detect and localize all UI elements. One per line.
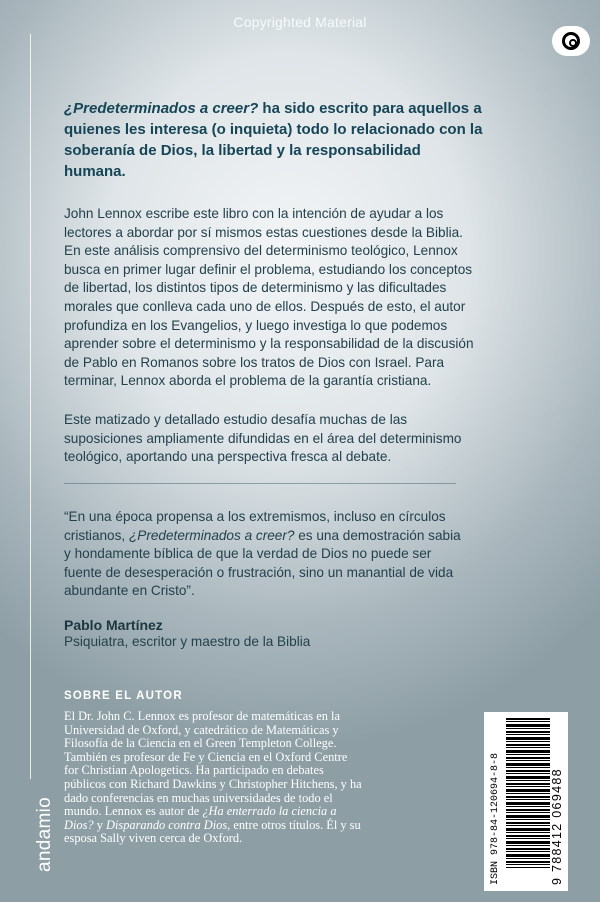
- brand-name: andamio: [34, 797, 55, 872]
- quote-author: Pablo Martínez: [64, 617, 163, 633]
- barcode-digits: 9 788412 069488: [550, 768, 564, 885]
- about-author-text: [64, 710, 364, 846]
- lead-book-title: ¿Predeterminados a creer?: [64, 100, 259, 117]
- vertical-rule: [30, 34, 31, 779]
- description-paragraph-2: Este matizado y detallado estudio desafía muchas de las suposiciones ampliamente difundidas en el área del determinismo teológico, aportando una perspectiva fresca al debate.: [64, 412, 462, 465]
- quote-text-1: “En una época propensa a los extremismos, incluso en círculos cristianos,: [64, 509, 446, 543]
- section-divider: [64, 483, 456, 484]
- description-paragraph-1: John Lennox escribe este libro con la intención de ayudar a los lectores a abordar por sí mismos estas cuestiones desde la Biblia. En este análisis comprensivo del determinismo teológico, Lennox busca en primer lugar definir el problema, estudiando los conceptos de libertad, los distintos tipos de determinismo y las dificultades morales que conlleva cada uno de ellos. Después de esto, el autor profundiza en los Evangelios, y luego investiga lo que podemos aprender sobre el determinismo y la responsabilidad de la discusión de Pablo en Romanos sobre los tratos de Dios con Israel. Para terminar, Lennox aborda el problema de la garantía cristiana.: [64, 206, 474, 389]
- about-book-1: ¿Ha enterrado la ciencia a Dios?: [64, 804, 337, 832]
- about-text-mid: y: [93, 817, 106, 832]
- about-text-1: El Dr. John C. Lennox es profesor de matemáticas en la Universidad de Oxford, y catedrático de Matemáticas y Filosofía de la Ciencia en el Green Templeton College. También es profesor de Fe y Ciencia en el Oxford Centre for Christian Apologetics. Ha participado en debates públicos con Richard Dawkins y Christopher Hitchens, y ha dado conferencias en muchas universidades de todo el mundo. Lennox es autor de: [64, 709, 362, 819]
- barcode-digits-wrap: [552, 718, 566, 885]
- quote-book-title: ¿Predeterminados a creer?: [128, 527, 295, 543]
- endorsement-quote: [64, 508, 468, 601]
- lead-text: ha sido escrito para aquellos a quienes les interesa (o inquieta) todo lo relacionado con la soberanía de Dios, la libertad y la responsabilidad humana.: [64, 100, 483, 180]
- about-text-2: , entre otros títulos. Él y su esposa Sally viven cerca de Oxford.: [64, 817, 361, 846]
- about-book-2: Disparando contra Dios: [106, 817, 228, 832]
- barcode: [484, 712, 568, 891]
- publisher-logo-icon: [552, 26, 590, 56]
- isbn-label: ISBN 978-84-120694-8-8: [490, 752, 501, 885]
- lead-statement: [64, 98, 484, 182]
- about-author-heading: SOBRE EL AUTOR: [64, 690, 183, 702]
- quote-text-2: es una demostración sabia y hondamente bíblica de que la verdad de Dios no puede ser fuente de desesperación o frustración, sino un manantial de vida abundante en Cristo”.: [64, 527, 461, 599]
- copyright-watermark: Copyrighted Material: [233, 14, 367, 30]
- barcode-bars: [506, 718, 550, 868]
- quote-author-role: Psiquiatra, escritor y maestro de la Biblia: [64, 634, 311, 649]
